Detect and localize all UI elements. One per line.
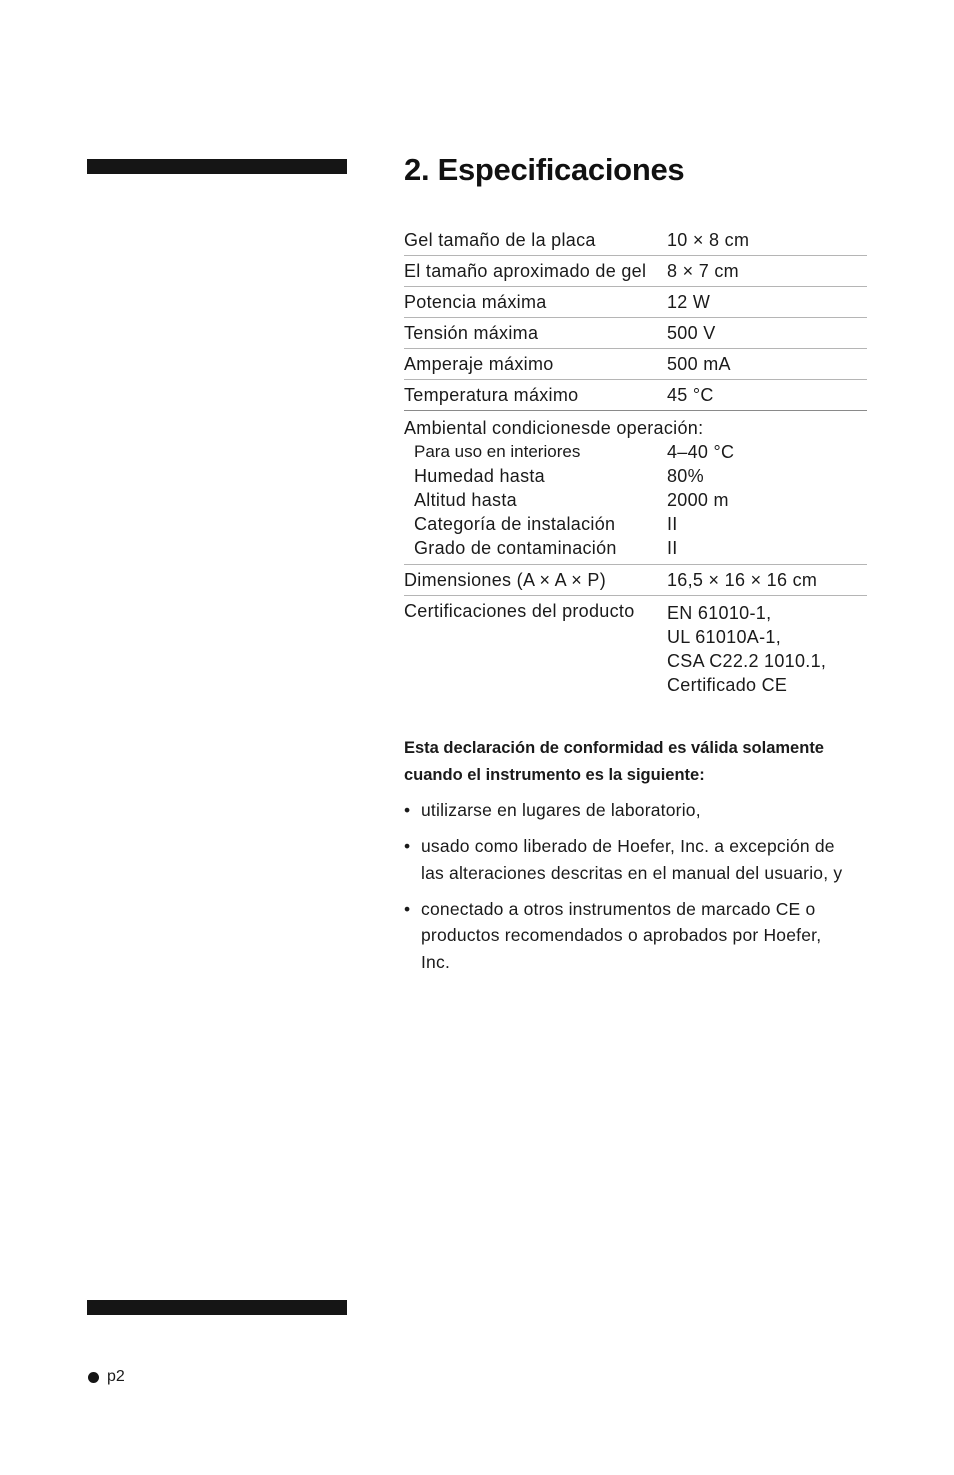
spec-value: 10 × 8 cm	[667, 230, 750, 250]
ambient-label: Para uso en interiores	[414, 442, 581, 461]
bullet-icon: •	[404, 836, 411, 856]
spec-value: 16,5 × 16 × 16 cm	[667, 570, 818, 590]
spec-value: 45 °C	[667, 385, 714, 405]
ambient-value: 4–40 °C	[667, 442, 735, 462]
bullet-icon: •	[404, 898, 411, 919]
ambient-value: 2000 m	[667, 490, 729, 510]
page-marker-icon	[88, 1372, 99, 1383]
spec-row-certifications	[404, 596, 867, 701]
page-footer	[88, 1368, 125, 1386]
spec-label: Temperatura máximo	[404, 385, 579, 405]
certification-item: EN 61010-1,	[667, 603, 772, 623]
spec-label: Amperaje máximo	[404, 354, 554, 374]
spec-label: Gel tamaño de la placa	[404, 230, 596, 250]
ambient-item	[404, 464, 867, 488]
ambient-value: II	[667, 538, 678, 558]
page-title: 2. Especificaciones	[404, 152, 685, 187]
spec-row	[404, 256, 867, 287]
list-item	[404, 896, 854, 976]
certification-item: CSA C22.2 1010.1,	[667, 651, 827, 671]
specifications-table	[404, 225, 867, 701]
spec-row	[404, 349, 867, 380]
bullet-icon: •	[404, 800, 411, 820]
ambient-conditions	[404, 411, 867, 565]
declaration-heading: Esta declaración de conformidad es válida solamente cuando el instrumento es la siguiente:	[404, 739, 824, 784]
ambient-item	[404, 488, 867, 512]
spec-row	[404, 318, 867, 349]
spec-label: Certificaciones del producto	[404, 601, 635, 621]
ambient-label: Altitud hasta	[414, 490, 517, 510]
page-number: p2	[107, 1368, 125, 1385]
certifications-list	[667, 601, 867, 697]
spec-label: El tamaño aproximado de gel	[404, 261, 647, 281]
spec-row	[404, 287, 867, 318]
spec-value: 500 mA	[667, 354, 731, 374]
header-rule	[87, 159, 347, 174]
ambient-label: Categoría de instalación	[414, 514, 616, 534]
spec-row	[404, 380, 867, 411]
ambient-value: 80%	[667, 466, 704, 486]
ambient-item	[404, 512, 867, 536]
spec-value: 500 V	[667, 323, 716, 343]
list-item	[404, 797, 854, 824]
list-item	[404, 833, 854, 886]
ambient-heading: Ambiental condicionesde operación:	[404, 418, 704, 438]
list-item-text: utilizarse en lugares de laboratorio,	[421, 800, 701, 820]
list-item-text: usado como liberado de Hoefer, Inc. a excepción de las alteraciones descritas en el manual del usuario, y	[421, 836, 843, 883]
spec-row	[404, 225, 867, 256]
list-item-text: conectado a otros instrumentos de marcado CE o productos recomendados o aprobados por Hoefer, Inc.	[421, 898, 822, 972]
ambient-label: Grado de contaminación	[414, 538, 617, 558]
spec-label: Tensión máxima	[404, 323, 539, 343]
certification-item: UL 61010A-1,	[667, 627, 782, 647]
spec-row-dimensions	[404, 565, 867, 596]
spec-value: 8 × 7 cm	[667, 261, 739, 281]
declaration-list	[404, 797, 854, 985]
spec-value: 12 W	[667, 292, 711, 312]
spec-label: Dimensiones (A × A × P)	[404, 570, 606, 590]
ambient-value: II	[667, 514, 678, 534]
ambient-label: Humedad hasta	[414, 466, 545, 486]
spec-label: Potencia máxima	[404, 292, 547, 312]
footer-rule	[87, 1300, 347, 1315]
certification-item: Certificado CE	[667, 675, 788, 695]
ambient-item	[404, 440, 867, 464]
ambient-item	[404, 536, 867, 560]
